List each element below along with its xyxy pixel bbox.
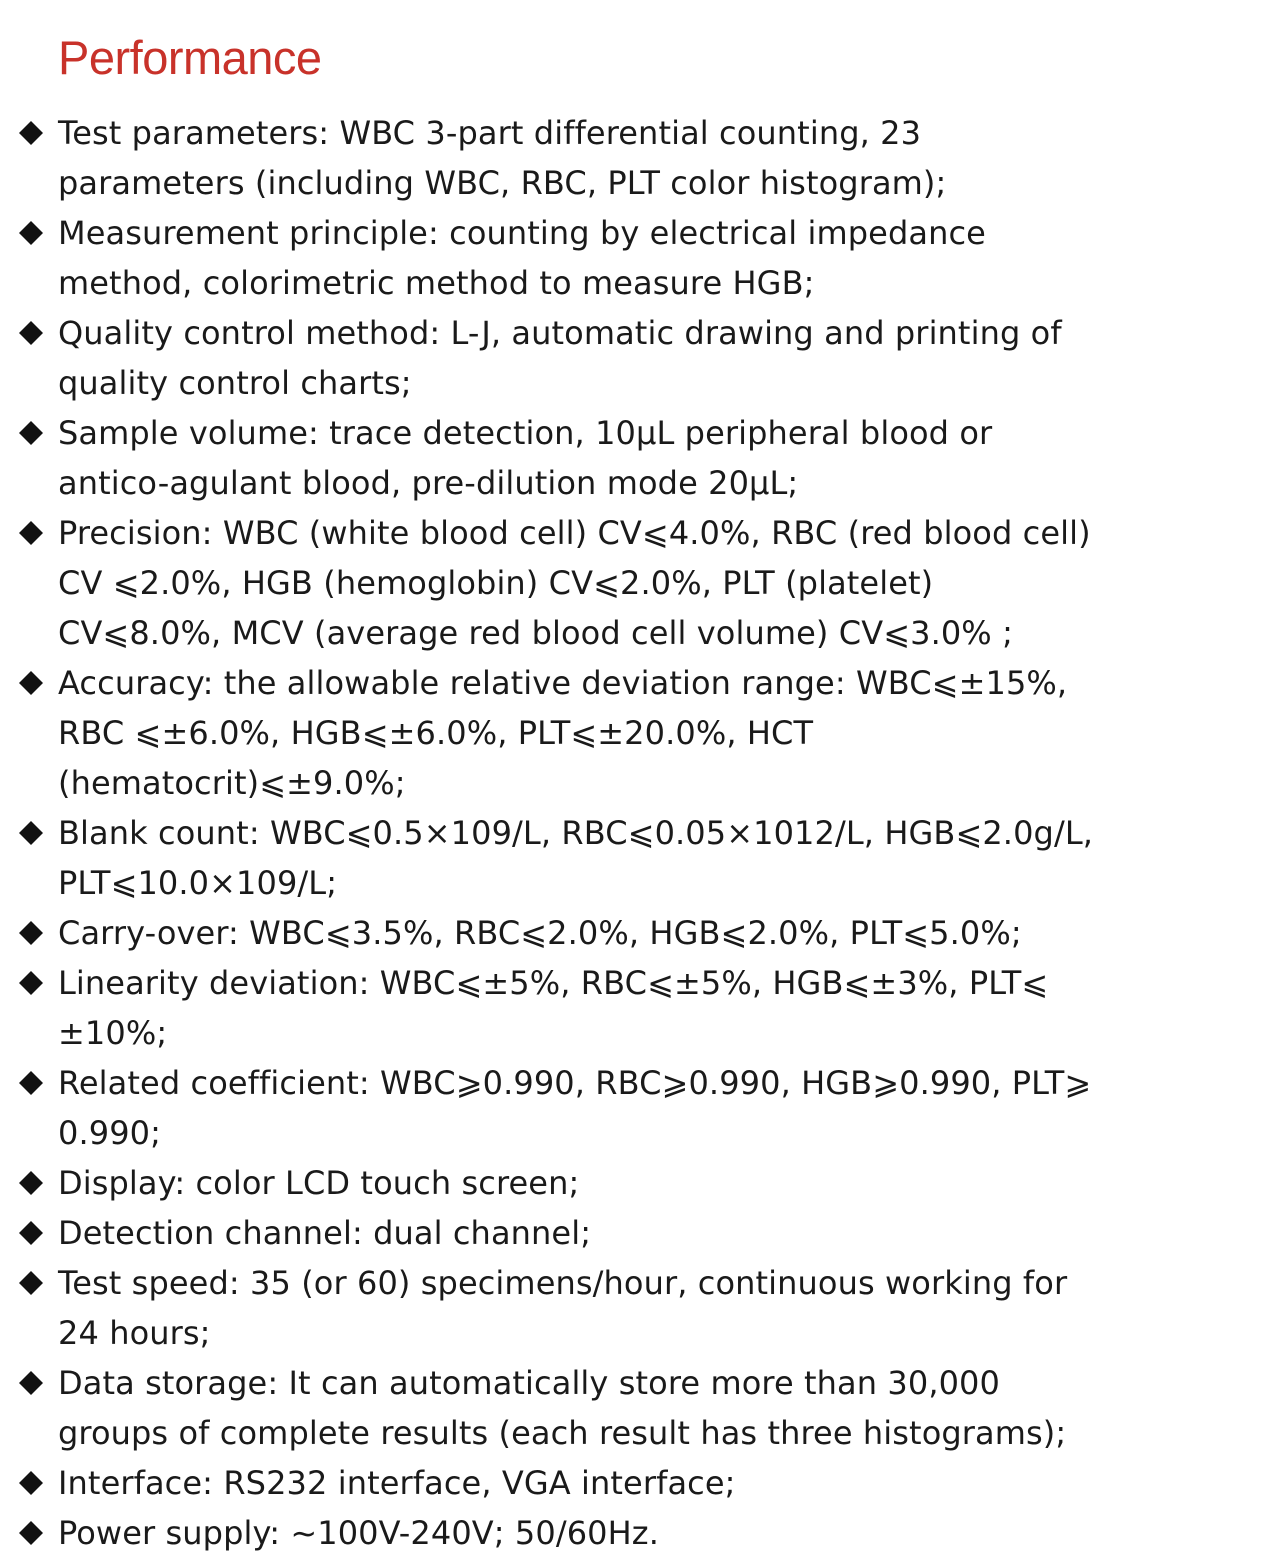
spec-item-text: Measurement principle: counting by electrical impedance method, colorimetric method to measure HGB; <box>58 214 986 302</box>
diamond-icon <box>18 220 44 246</box>
spec-item <box>0 1208 1103 1258</box>
spec-item <box>0 908 1103 958</box>
spec-item-text: Quality control method: L-J, automatic drawing and printing of quality control charts; <box>58 314 1062 402</box>
diamond-icon <box>18 920 44 946</box>
spec-item <box>0 1508 1103 1558</box>
spec-item-text: Detection channel: dual channel; <box>58 1214 592 1252</box>
spec-item-text: Power supply: ~100V-240V; 50/60Hz. <box>58 1514 659 1552</box>
spec-item-text: Sample volume: trace detection, 10μL peripheral blood or antico-agulant blood, pre-dilution mode 20μL; <box>58 414 993 502</box>
spec-item-text: Display: color LCD touch screen; <box>58 1164 580 1202</box>
spec-item-text: Linearity deviation: WBC⩽±5%, RBC⩽±5%, HGB⩽±3%, PLT⩽ ±10%; <box>58 964 1049 1052</box>
spec-item-text: Blank count: WBC⩽0.5×109/L, RBC⩽0.05×1012/L, HGB⩽2.0g/L, PLT⩽10.0×109/L; <box>58 814 1094 902</box>
spec-item <box>0 808 1103 908</box>
diamond-icon <box>18 120 44 146</box>
spec-list <box>0 108 1273 1558</box>
spec-item <box>0 1158 1103 1208</box>
diamond-icon <box>18 1470 44 1496</box>
diamond-icon <box>18 320 44 346</box>
diamond-icon <box>18 1170 44 1196</box>
spec-item <box>0 1358 1103 1458</box>
spec-item <box>0 658 1103 808</box>
spec-item-text: Carry-over: WBC⩽3.5%, RBC⩽2.0%, HGB⩽2.0%, PLT⩽5.0%; <box>58 914 1022 952</box>
spec-item-text: Data storage: It can automatically store more than 30,000 groups of complete results (each result has three histograms); <box>58 1364 1067 1452</box>
diamond-icon <box>18 670 44 696</box>
spec-item <box>0 308 1103 408</box>
diamond-icon <box>18 1070 44 1096</box>
diamond-icon <box>18 1220 44 1246</box>
diamond-icon <box>18 520 44 546</box>
page-title: Performance <box>58 31 322 84</box>
spec-item <box>0 1458 1103 1508</box>
spec-item <box>0 1258 1103 1358</box>
spec-item <box>0 108 1103 208</box>
diamond-icon <box>18 1270 44 1296</box>
spec-item-text: Test parameters: WBC 3-part differential counting, 23 parameters (including WBC, RBC, PLT color histogram); <box>58 114 947 202</box>
spec-item-text: Test speed: 35 (or 60) specimens/hour, continuous working for 24 hours; <box>58 1264 1068 1352</box>
spec-item <box>0 1058 1103 1158</box>
spec-item-text: Precision: WBC (white blood cell) CV⩽4.0%, RBC (red blood cell) CV ⩽2.0%, HGB (hemoglobin) CV⩽2.0%, PLT (platelet) CV⩽8.0%, MCV (average red blood cell volume) CV⩽3.0% ; <box>58 514 1091 652</box>
spec-item-text: Accuracy: the allowable relative deviation range: WBC⩽±15%, RBC ⩽±6.0%, HGB⩽±6.0%, PLT⩽±20.0%, HCT (hematocrit)⩽±9.0%; <box>58 664 1068 802</box>
diamond-icon <box>18 1520 44 1546</box>
spec-item <box>0 508 1103 658</box>
spec-item <box>0 958 1103 1058</box>
diamond-icon <box>18 820 44 846</box>
diamond-icon <box>18 970 44 996</box>
spec-item-text: Interface: RS232 interface, VGA interface; <box>58 1464 736 1502</box>
diamond-icon <box>18 1370 44 1396</box>
diamond-icon <box>18 420 44 446</box>
spec-item <box>0 208 1103 308</box>
spec-item <box>0 408 1103 508</box>
spec-item-text: Related coefficient: WBC⩾0.990, RBC⩾0.990, HGB⩾0.990, PLT⩾ 0.990; <box>58 1064 1092 1152</box>
